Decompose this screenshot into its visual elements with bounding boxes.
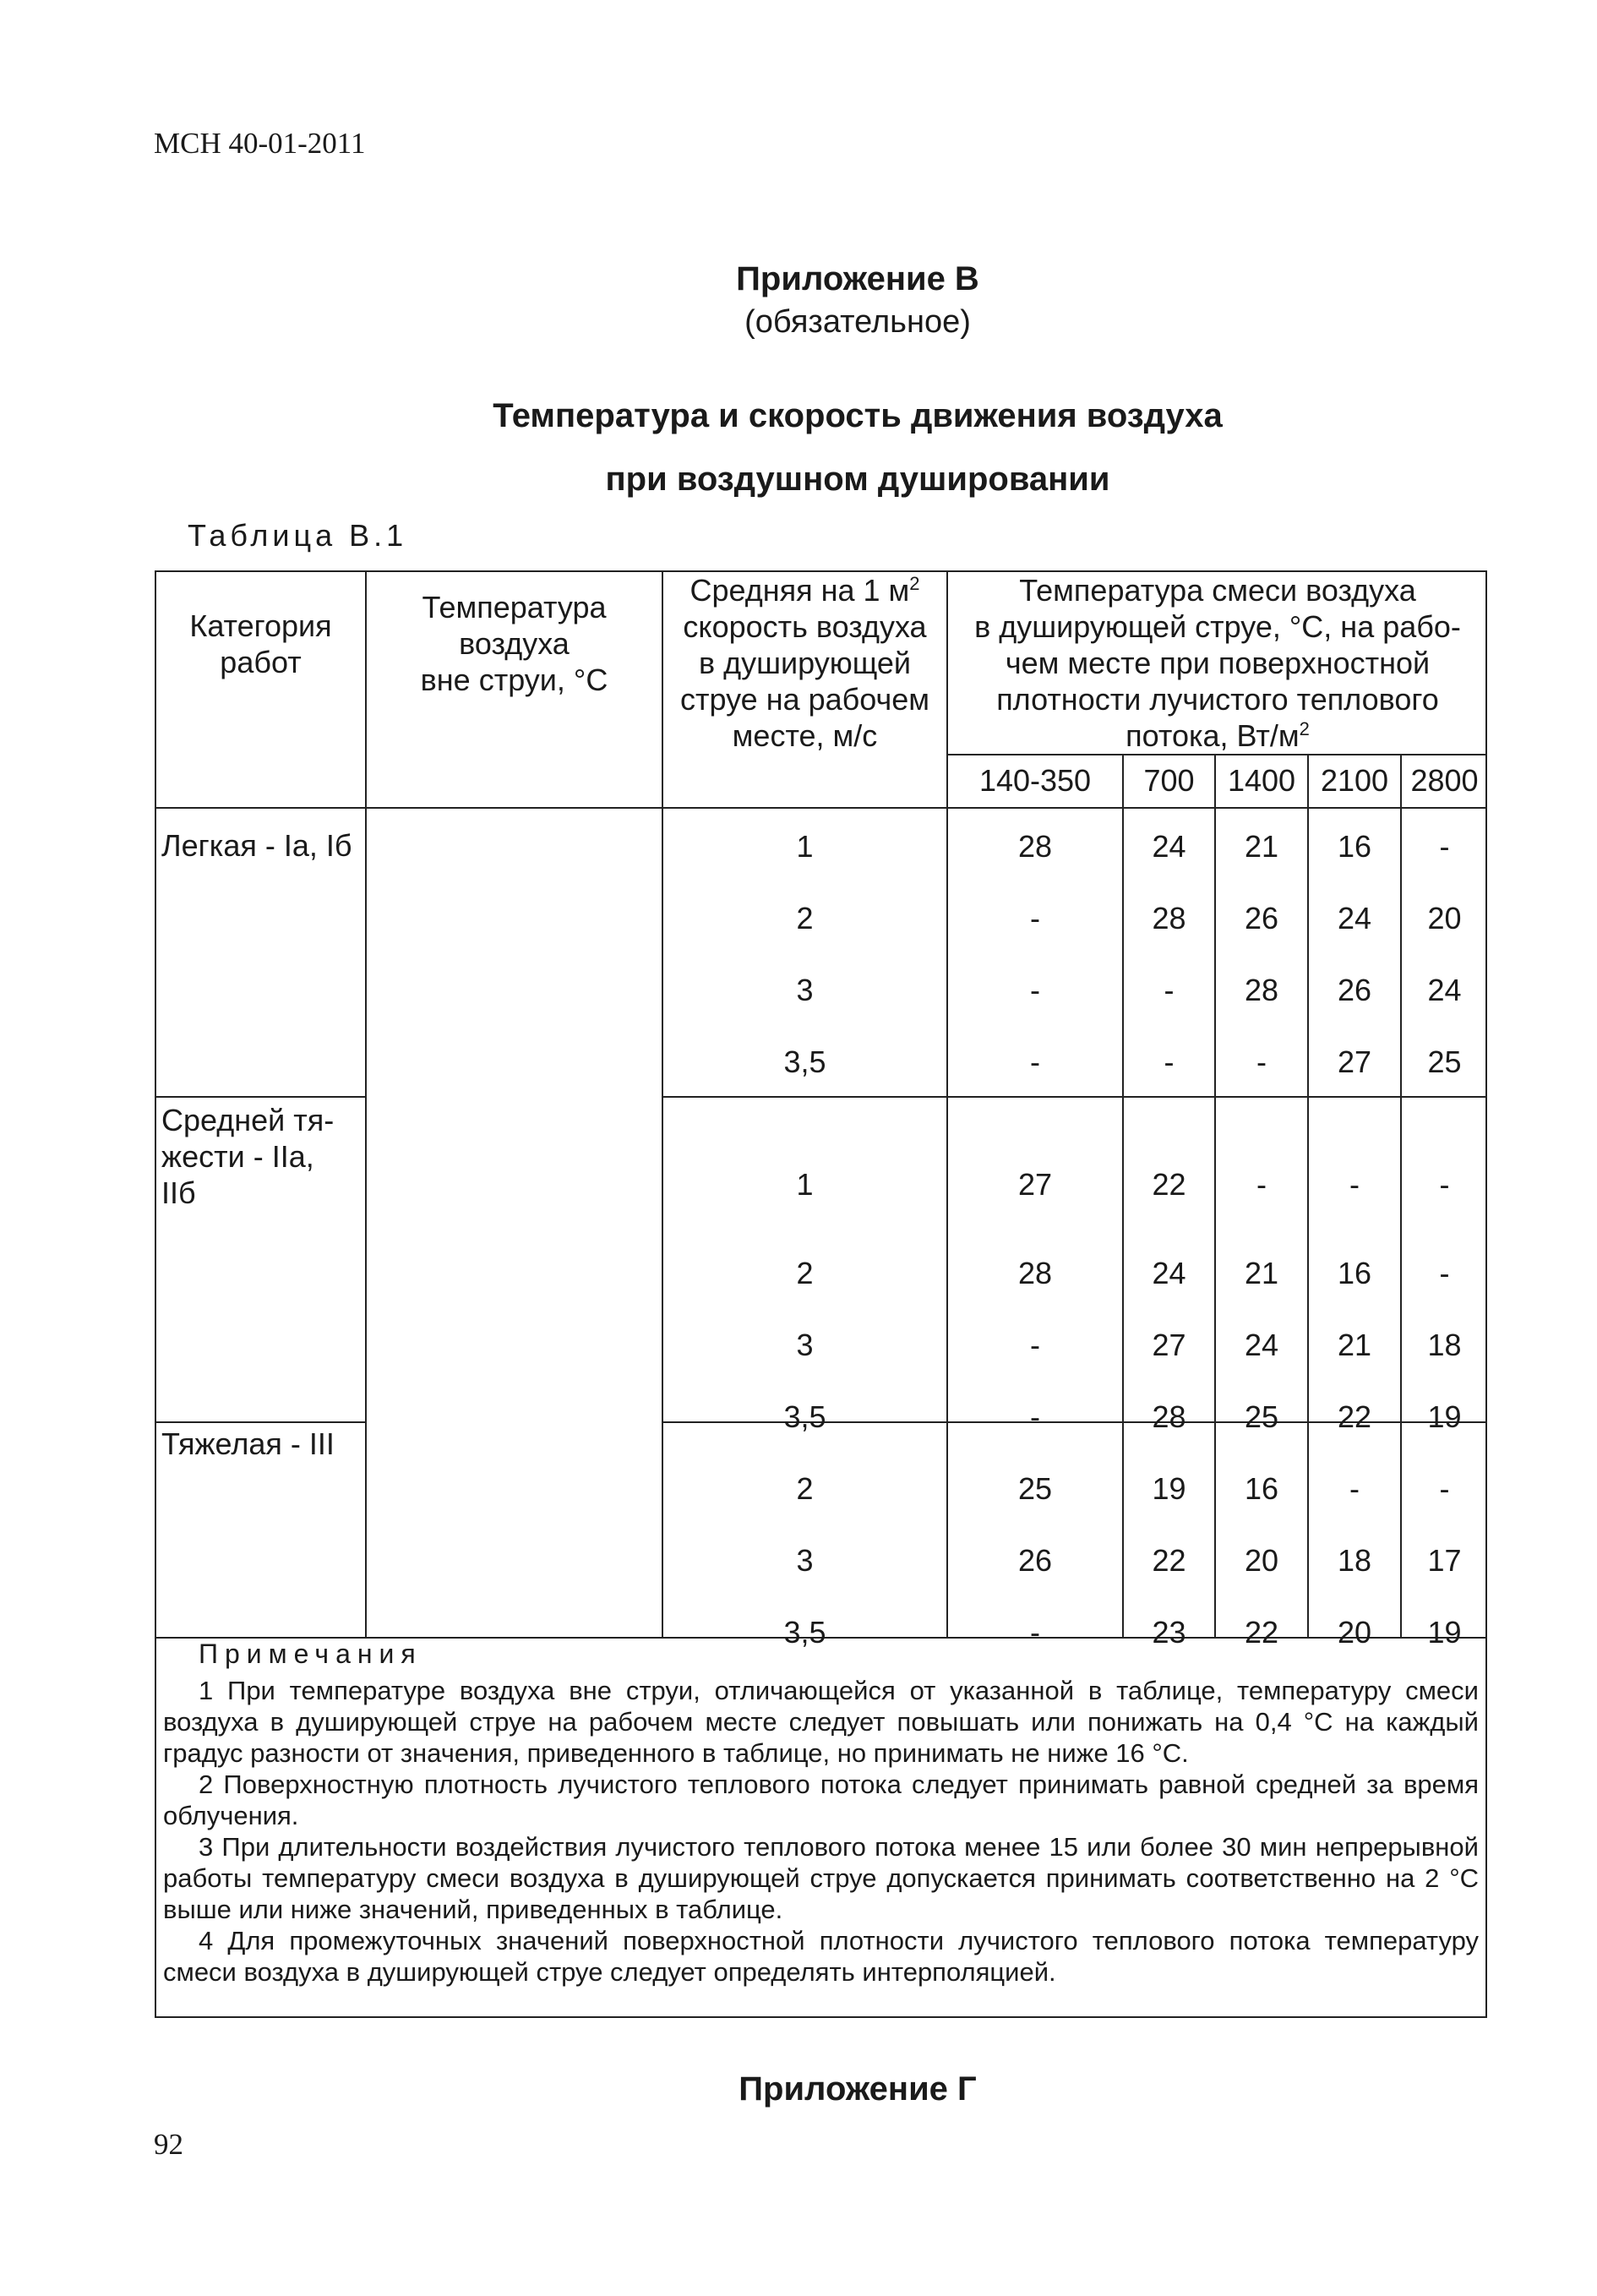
temperature-cell: - (1030, 1328, 1040, 1362)
temperature-cell: 24 (1337, 901, 1372, 935)
temperature-cell: 20 (1337, 1615, 1372, 1650)
temperature-cell: 26 (1337, 973, 1372, 1007)
temperature-cell: 22 (1152, 1543, 1186, 1578)
header-air-speed-superscript: 2 (909, 573, 920, 594)
header-air-temperature-line: Температура (422, 590, 607, 624)
temperature-cell: - (1256, 1167, 1267, 1202)
speed-cell: 3 (796, 1328, 814, 1362)
density-column-header: 700 (1143, 763, 1195, 798)
temperature-cell: 24 (1244, 1328, 1279, 1362)
temperature-cell: - (1439, 1256, 1450, 1290)
note-item: 4 Для промежуточных значений поверхностной плотности лучистого теплового потока температуру смеси воздуха в душирующей струе следует определять интерполяцией. (163, 1926, 1479, 1987)
temperature-cell: 25 (1017, 1471, 1053, 1506)
header-category (156, 608, 365, 680)
temperature-cell: 22 (1337, 1399, 1372, 1434)
note-item: 2 Поверхностную плотность лучистого теплового потока следует принимать равной средней за время облучения. (163, 1770, 1479, 1830)
header-air-speed-line (663, 572, 946, 608)
header-category-line: Категория (189, 608, 332, 643)
temperature-cell: 20 (1244, 1543, 1279, 1578)
speed-cell: 3 (796, 973, 814, 1007)
speed-cell: 3,5 (783, 1615, 826, 1650)
temperature-cell: 16 (1337, 1256, 1372, 1290)
speed-cell: 2 (796, 1256, 814, 1290)
temperature-cell: 28 (1017, 829, 1053, 864)
category-line: Средней тя- (161, 1103, 335, 1137)
notes-title: Примечания (199, 1639, 422, 1669)
density-column-header: 140-350 (978, 763, 1092, 798)
header-air-temperature (367, 589, 662, 698)
note-item: 1 При температуре воздуха вне струи, отличающейся от указанной в таблице, температуру смеси воздуха в душирующей струе на рабочем месте следует повышать или понижать на 0,4 °С на каждый градус разности от значения, приведенного в таблице, но принимать не ниже 16 °С. (163, 1676, 1479, 1768)
density-column-header: 1400 (1227, 763, 1296, 798)
temperature-cell: 24 (1152, 1256, 1186, 1290)
temperature-cell: 24 (1427, 973, 1462, 1007)
header-mix-temperature-line: Температура смеси воздуха (1019, 573, 1416, 608)
temperature-cell: 22 (1244, 1615, 1279, 1650)
temperature-cell: - (1164, 973, 1175, 1007)
header-air-temperature-line: вне струи, °С (420, 663, 608, 697)
temperature-cell: - (1256, 1044, 1267, 1079)
temperature-cell: 21 (1337, 1328, 1372, 1362)
category-cell (161, 827, 364, 864)
header-mix-temperature-line: чем месте при поверхностной (1005, 646, 1431, 680)
table-title-line-1: Температура и скорость движения воздуха (493, 397, 1223, 434)
temperature-cell: - (1349, 1167, 1360, 1202)
category-line: Легкая - Iа, Iб (161, 828, 352, 863)
speed-cell: 2 (796, 1471, 814, 1506)
header-air-speed-line: скорость воздуха (683, 609, 927, 644)
temperature-cell: 16 (1244, 1471, 1279, 1506)
temperature-cell: 24 (1152, 829, 1186, 864)
category-line: Тяжелая - III (161, 1426, 335, 1461)
header-air-speed-line: месте, м/с (732, 718, 878, 753)
temperature-cell: 27 (1017, 1167, 1053, 1202)
speed-cell: 3,5 (783, 1399, 826, 1434)
appendix-status: (обязательное) (744, 304, 971, 340)
header-mix-temperature-line: плотности лучистого теплового (996, 682, 1439, 717)
temperature-cell: 19 (1152, 1471, 1186, 1506)
temperature-cell: 18 (1337, 1543, 1372, 1578)
temperature-cell: - (1030, 1615, 1040, 1650)
table-title-line-2: при воздушном душировании (605, 461, 1110, 498)
density-column-header: 2100 (1320, 763, 1389, 798)
header-mix-temperature-line (948, 717, 1487, 754)
temperature-cell: - (1439, 829, 1450, 864)
temperature-cell: 23 (1152, 1615, 1186, 1650)
category-cell (161, 1426, 364, 1462)
header-air-temperature-line: воздуха (459, 626, 570, 661)
temperature-cell: - (1439, 1471, 1450, 1506)
note-item: 3 При длительности воздействия лучистого теплового потока менее 15 или более 30 мин непрерывной работы температуру смеси воздуха в душирующей струе допускается принимать соответственно на 2 °С выше или ниже значений, приведенных в таблице. (163, 1832, 1479, 1924)
temperature-cell: - (1349, 1471, 1360, 1506)
temperature-cell: - (1030, 973, 1040, 1007)
density-column-header: 2800 (1410, 763, 1479, 798)
air-shower-table (155, 570, 1487, 2018)
speed-cell: 3,5 (783, 1044, 826, 1079)
speed-cell: 3 (796, 1543, 814, 1578)
header-air-speed-line: в душирующей (698, 646, 912, 680)
header-air-speed-unit: Средняя на 1 м (689, 573, 910, 608)
temperature-cell: - (1030, 901, 1040, 935)
temperature-cell: - (1439, 1167, 1450, 1202)
temperature-cell: 20 (1427, 901, 1462, 935)
temperature-cell: 26 (1244, 901, 1279, 935)
temperature-cell: 19 (1427, 1399, 1462, 1434)
temperature-cell: 27 (1337, 1044, 1372, 1079)
table-notes (163, 1639, 1479, 1988)
temperature-cell: 22 (1152, 1167, 1186, 1202)
header-category-line: работ (220, 645, 302, 679)
temperature-cell: - (1030, 1399, 1040, 1434)
page-number: 92 (154, 2128, 183, 2161)
temperature-cell: 25 (1427, 1044, 1462, 1079)
category-line: IIб (161, 1175, 196, 1210)
temperature-cell: 16 (1337, 829, 1372, 864)
category-line: жести - IIа, (161, 1139, 314, 1174)
temperature-cell: 21 (1244, 829, 1279, 864)
temperature-cell: 28 (1152, 901, 1186, 935)
speed-cell: 1 (796, 829, 814, 864)
header-mix-temperature (948, 572, 1487, 754)
temperature-cell: 28 (1017, 1256, 1053, 1290)
temperature-cell: 18 (1427, 1328, 1462, 1362)
speed-cell: 2 (796, 901, 814, 935)
temperature-cell: 26 (1017, 1543, 1053, 1578)
header-air-speed-line: струе на рабочем (679, 682, 930, 717)
temperature-cell: 27 (1152, 1328, 1186, 1362)
header-air-speed (663, 572, 946, 754)
temperature-cell: 17 (1427, 1543, 1462, 1578)
header-mix-temperature-line: в душирующей струе, °С, на рабо- (974, 609, 1461, 644)
next-appendix-title: Приложение Г (739, 2070, 977, 2108)
temperature-cell: - (1164, 1044, 1175, 1079)
appendix-title: Приложение В (736, 260, 979, 297)
temperature-cell: 21 (1244, 1256, 1279, 1290)
temperature-cell: 19 (1427, 1615, 1462, 1650)
speed-cell: 1 (796, 1167, 814, 1202)
temperature-cell: 28 (1244, 973, 1279, 1007)
category-cell (161, 1102, 364, 1211)
header-mix-temperature-unit: потока, Вт/м (1126, 718, 1300, 753)
temperature-cell: 25 (1244, 1399, 1279, 1434)
header-mix-temperature-superscript: 2 (1299, 718, 1310, 739)
temperature-cell: - (1030, 1044, 1040, 1079)
document-code: МСН 40-01-2011 (154, 127, 366, 160)
temperature-cell: 28 (1152, 1399, 1186, 1434)
table-label: Таблица В.1 (188, 518, 408, 553)
